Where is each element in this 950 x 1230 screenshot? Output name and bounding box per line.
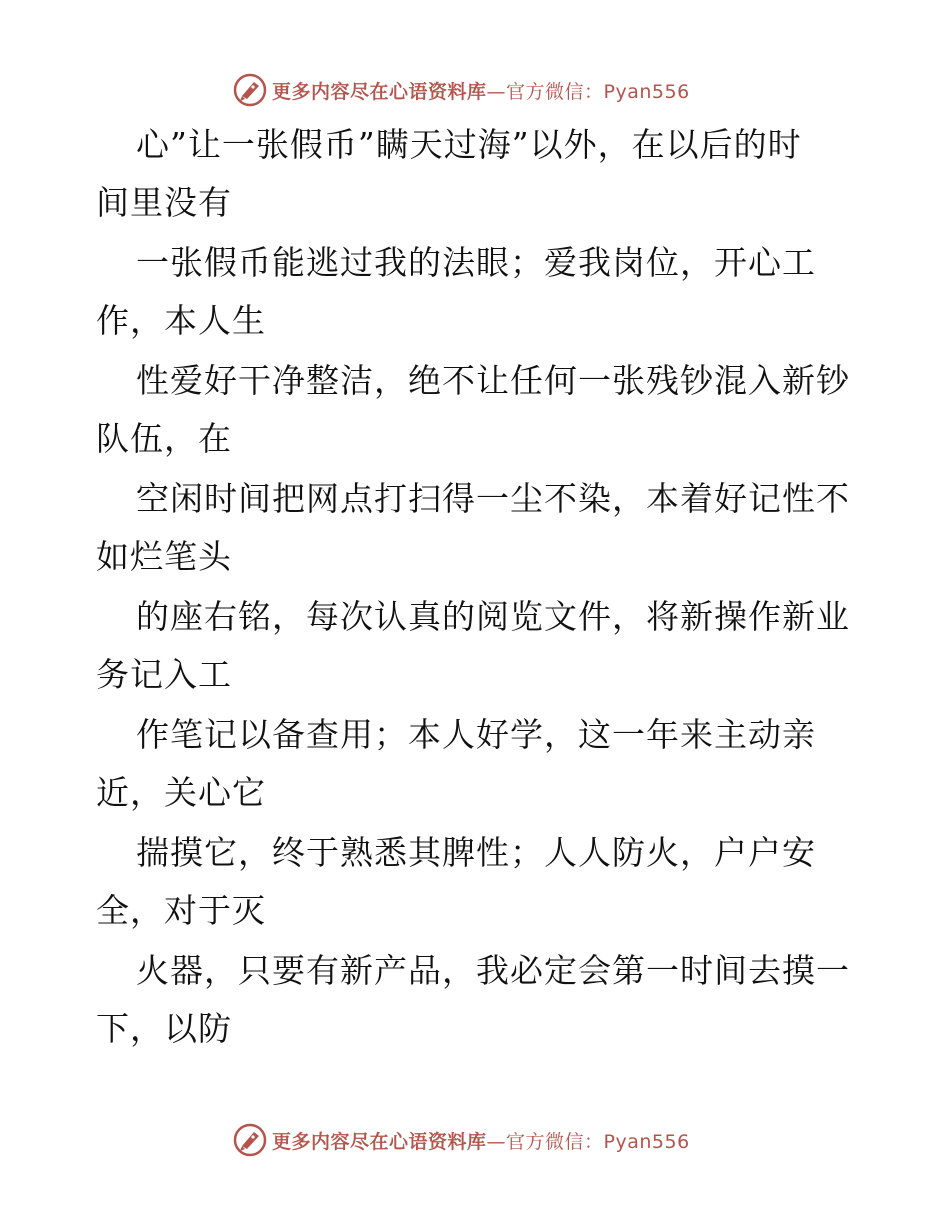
paragraph-line-first: 火器，只要有新产品，我必定会第一时间去摸一 (136, 951, 850, 990)
paragraph (96, 352, 856, 468)
watermark-text (272, 77, 690, 104)
paragraph-line-second: 如烂笔头 (96, 537, 232, 576)
watermark-dash: — (486, 1130, 507, 1153)
paragraph (96, 116, 856, 232)
paragraph-line-second: 队伍，在 (96, 419, 232, 458)
paragraph-line-first: 性爱好干净整洁，绝不让任何一张残钞混入新钞 (136, 361, 850, 400)
paragraph-line-first: 一张假币能逃过我的法眼；爱我岗位，开心工 (136, 243, 816, 282)
watermark-site-text: 更多内容尽在心语资料库 (272, 1130, 487, 1153)
watermark-wechat-text: 官方微信：Pyan556 (506, 80, 690, 103)
paragraph (96, 588, 856, 704)
paragraph-line-second: 下，以防 (96, 1009, 232, 1048)
paragraph-line-second: 作，本人生 (96, 301, 266, 340)
pen-nib-logo-icon (232, 72, 268, 108)
paragraph (96, 234, 856, 350)
paragraph-line-second: 务记入工 (96, 655, 232, 694)
paragraph (96, 706, 856, 822)
paragraph-line-first: 的座右铭，每次认真的阅览文件，将新操作新业 (136, 597, 850, 636)
paragraph-line-second: 全，对于灭 (96, 891, 266, 930)
paragraph-line-first: 作笔记以备查用；本人好学，这一年来主动亲 (136, 715, 816, 754)
watermark-text (272, 1127, 690, 1154)
paragraph (96, 470, 856, 586)
pen-nib-logo-icon (232, 1122, 268, 1158)
watermark-wechat-text: 官方微信：Pyan556 (506, 1130, 690, 1153)
watermark-site-text: 更多内容尽在心语资料库 (272, 80, 487, 103)
paragraph-line-second: 近，关心它 (96, 773, 266, 812)
paragraph-line-second: 间里没有 (96, 183, 232, 222)
paragraph (96, 942, 856, 1058)
footer-watermark-banner (232, 1120, 732, 1160)
paragraph (96, 824, 856, 940)
paragraph-line-first: 揣摸它，终于熟悉其脾性；人人防火，户户安 (136, 833, 816, 872)
header-watermark-banner (232, 70, 732, 110)
paragraph-line-first: 空闲时间把网点打扫得一尘不染，本着好记性不 (136, 479, 850, 518)
watermark-dash: — (486, 80, 507, 103)
paragraph-line-first: 心”让一张假币”瞒天过海”以外，在以后的时 (136, 125, 802, 164)
